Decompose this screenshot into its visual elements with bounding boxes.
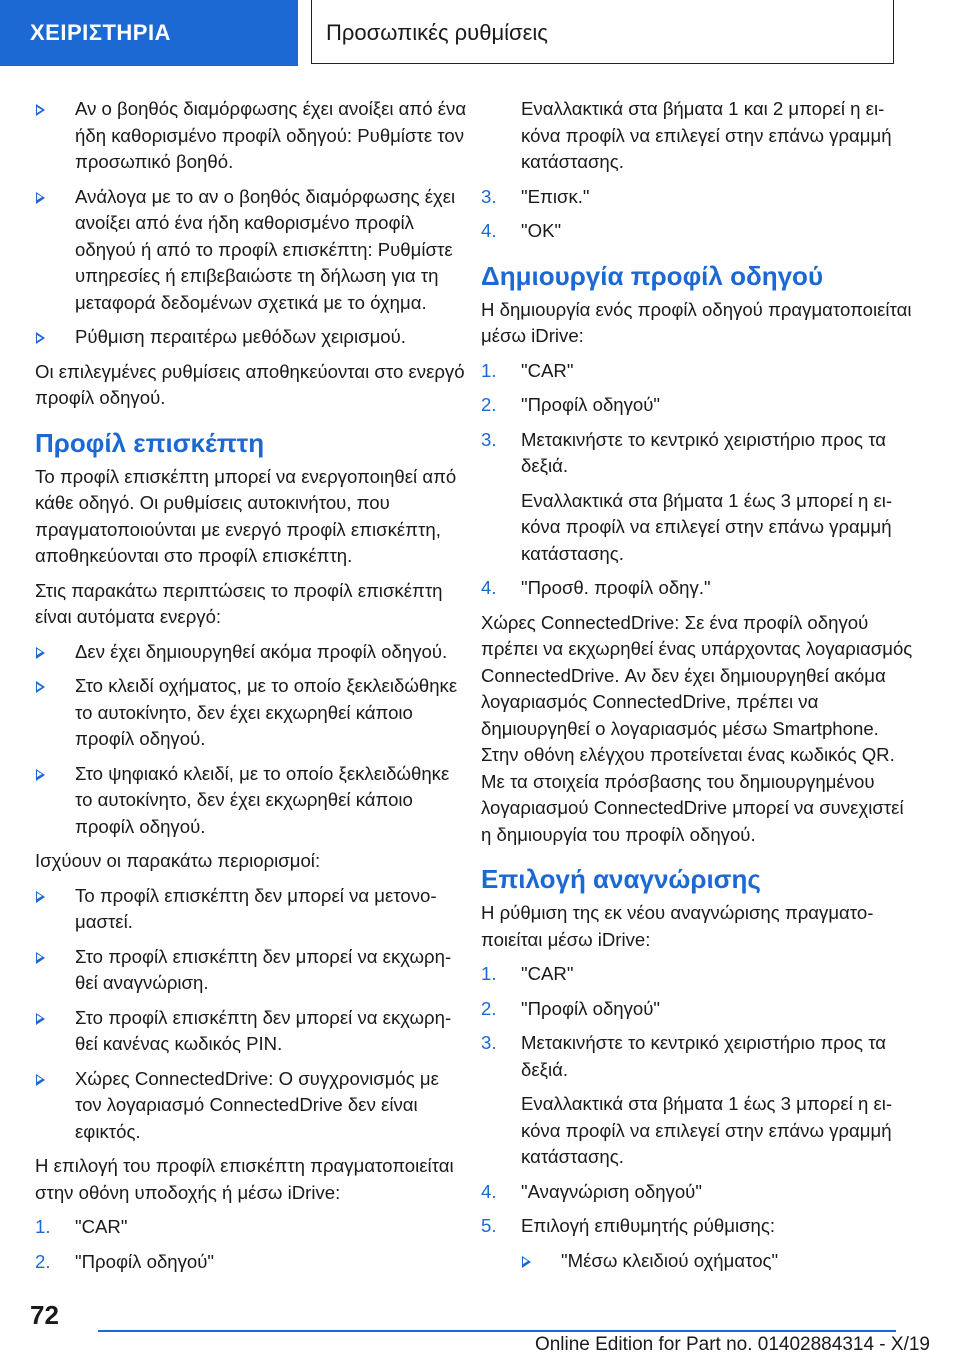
triangle-bullet-icon bbox=[522, 1256, 531, 1268]
guest-steps-continued bbox=[481, 184, 913, 245]
right-column bbox=[481, 96, 913, 1282]
list-item: Αν ο βοηθός διαμόρφωσης έχει ανοίξει από ένα ήδη καθορισμένο προφίλ οδηγού: Ρυθμίστε τον προσωπικό βοηθό. bbox=[35, 96, 467, 176]
create-profile-intro: Η δημιουργία ενός προφίλ οδηγού πραγματοποιείται μέσω iDrive: bbox=[481, 298, 912, 346]
list-item: Στο προφίλ επισκέπτη δεν μπορεί να εκχωρηθεί αναγνώριση. bbox=[35, 944, 467, 997]
guest-profile-auto-text: Στις παρακάτω περιπτώσεις το προφίλ επισκέπτη είναι αυτόματα ενεργό: bbox=[35, 579, 443, 627]
list-item: 2. "Προφίλ οδηγού" bbox=[35, 1249, 467, 1276]
steps-alternative-text: Εναλλακτικά στα βήματα 1 και 2 μπορεί η εικόνα προφίλ να επιλεγεί στην επάνω γραμμή κατάστασης. bbox=[521, 98, 892, 172]
triangle-bullet-icon bbox=[36, 952, 45, 964]
restrictions-intro: Ισχύουν οι παρακάτω περιορισμοί: bbox=[35, 850, 321, 871]
step-number: 4. bbox=[481, 577, 497, 598]
step-number: 1. bbox=[35, 1216, 51, 1237]
list-item: Το προφίλ επισκέπτη δεν μπορεί να μετονομαστεί. bbox=[35, 883, 467, 936]
list-item: Ρύθμιση περαιτέρω μεθόδων χειρισμού. bbox=[35, 324, 467, 351]
step-number: 5. bbox=[481, 1215, 497, 1236]
list-item: "Μέσω κλειδιού οχήματος" bbox=[521, 1248, 913, 1275]
list-item: Στο κλειδί οχήματος, με το οποίο ξεκλειδώθηκε το αυτοκίνητο, δεν έχει εκχωρηθεί κάποιο προφίλ οδηγού. bbox=[35, 673, 467, 753]
create-profile-heading: Δημιουργία προφίλ οδηγού bbox=[481, 260, 824, 291]
step-number: 3. bbox=[481, 185, 497, 207]
triangle-bullet-icon bbox=[36, 769, 45, 781]
footer-edition-text: Online Edition for Part no. 01402884314 - X/19 bbox=[534, 1334, 930, 1355]
list-item: 4. "OK" bbox=[481, 218, 913, 245]
triangle-bullet-icon bbox=[36, 104, 45, 116]
saved-settings-text: Οι επιλεγμένες ρυθμίσεις αποθηκεύονται στο ενεργό προφίλ οδηγού. bbox=[35, 360, 465, 408]
triangle-bullet-icon bbox=[36, 647, 45, 659]
list-item: 1. "CAR" bbox=[481, 358, 913, 385]
step-note: Εναλλακτικά στα βήματα 1 έως 3 μπορεί η εικόνα προφίλ να επιλεγεί στην επάνω γραμμή κατάστασης. bbox=[521, 489, 893, 564]
chapter-tab: ΧΕΙΡΙΣΤΗΡΙΑ bbox=[0, 0, 298, 66]
footer-divider bbox=[98, 1330, 896, 1332]
recognition-intro: Η ρύθμιση της εκ νέου αναγνώρισης πραγματοποιείται μέσω iDrive: bbox=[481, 902, 874, 950]
list-item: 2. "Προφίλ οδηγού" bbox=[481, 996, 913, 1023]
list-item: 1. "CAR" bbox=[35, 1214, 467, 1241]
intro-bullet-list bbox=[35, 96, 467, 351]
recognition-steps-list bbox=[481, 961, 913, 1274]
list-item: 3. Μετακινήστε το κεντρικό χειριστήριο προς τα δεξιά. Εναλλακτικά στα βήματα 1 έως 3 μπορεί η εικόνα προφίλ να επιλεγεί στην επάνω γραμμή κατάστασης. bbox=[481, 427, 913, 568]
step-number: 2. bbox=[481, 997, 497, 1019]
step-number: 1. bbox=[481, 963, 497, 984]
list-item: Χώρες ConnectedDrive: Ο συγχρονισμός με τον λογαριασμό ConnectedDrive δεν είναι εφικτός. bbox=[35, 1066, 467, 1146]
triangle-bullet-icon bbox=[36, 891, 45, 903]
create-steps-list bbox=[481, 358, 913, 602]
step-number: 4. bbox=[481, 220, 497, 241]
step-number: 2. bbox=[35, 1250, 51, 1272]
triangle-bullet-icon bbox=[36, 1013, 45, 1025]
list-item: 1. "CAR" bbox=[481, 961, 913, 988]
guest-selection-text: Η επιλογή του προφίλ επισκέπτη πραγματοποιείται στην οθόνη υποδοχής ή μέσω iDrive: bbox=[35, 1155, 454, 1203]
step-number: 1. bbox=[481, 359, 497, 381]
step-number: 2. bbox=[481, 394, 497, 415]
triangle-bullet-icon bbox=[36, 681, 45, 693]
restrictions-list bbox=[35, 883, 467, 1146]
step-number: 3. bbox=[481, 428, 497, 450]
guest-profile-heading: Προφίλ επισκέπτη bbox=[35, 427, 265, 458]
list-item: 4. "Αναγνώριση οδηγού" bbox=[481, 1179, 913, 1206]
list-item: Ανάλογα με το αν ο βοηθός διαμόρφωσης έχει ανοίξει από ένα ήδη καθορισμένο προφίλ οδηγού ή από το προφίλ επισκέπτη: Ρυθμίστε υπηρεσίες ή επιβεβαιώστε τη δήλωση για τη μεταφορά δεδομένων σχετικά με το όχημα. bbox=[35, 184, 467, 317]
list-item: Στο ψηφιακό κλειδί, με το οποίο ξεκλειδώθηκε το αυτοκίνητο, δεν έχει εκχωρηθεί κάποιο προφίλ οδηγού. bbox=[35, 761, 467, 841]
guest-steps-list bbox=[35, 1214, 467, 1275]
step-number: 3. bbox=[481, 1032, 497, 1053]
triangle-bullet-icon bbox=[36, 1074, 45, 1086]
left-column bbox=[35, 96, 467, 1283]
list-item: 5. Επιλογή επιθυμητής ρύθμισης: "Μέσω κλειδιού οχήματος" bbox=[481, 1213, 913, 1274]
list-item: 4. "Προσθ. προφίλ οδηγ." bbox=[481, 575, 913, 602]
list-item: 2. "Προφίλ οδηγού" bbox=[481, 392, 913, 419]
triangle-bullet-icon bbox=[36, 332, 45, 344]
list-item: Δεν έχει δημιουργηθεί ακόμα προφίλ οδηγού. bbox=[35, 639, 467, 666]
triangle-bullet-icon bbox=[36, 192, 45, 204]
list-item: 3. Μετακινήστε το κεντρικό χειριστήριο προς τα δεξιά. Εναλλακτικά στα βήματα 1 έως 3 μπορεί η εικόνα προφίλ να επιλεγεί στην επάνω γραμμή κατάστασης. bbox=[481, 1030, 913, 1171]
connecteddrive-countries-text: Χώρες ConnectedDrive: Σε ένα προφίλ οδηγού πρέπει να εκχωρηθεί ένας υπάρχοντας λογαριασμός ConnectedDrive. Αν δεν έχει δημιουργηθεί ακόμα λογαριασμός ConnectedDrive, πρέπει να δημιουργηθεί ο λογαριασμός μέσω Smartphone. Στην οθόνη ελέγχου προτείνεται ένας κωδικός QR. Με τα στοιχεία πρόσβασης του δημιουργημένου λογαριασμού ConnectedDrive μπορεί να συνεχιστεί η δημιουργία του προφίλ οδηγού. bbox=[481, 611, 913, 845]
guest-profile-paragraph: Το προφίλ επισκέπτη μπορεί να ενεργοποιηθεί από κάθε οδηγό. Οι ρυθμίσεις αυτοκινήτου, που πραγματοποιούνται με ενεργό προφίλ επισκέπτη, αποθηκεύονται στο προφίλ επισκέπτη. bbox=[35, 465, 457, 566]
page-number: 72 bbox=[30, 1300, 59, 1330]
page-header bbox=[0, 0, 960, 66]
list-item: Στο προφίλ επισκέπτη δεν μπορεί να εκχωρηθεί κανένας κωδικός PIN. bbox=[35, 1005, 467, 1058]
guest-cases-list bbox=[35, 639, 467, 841]
step-note: Εναλλακτικά στα βήματα 1 έως 3 μπορεί η εικόνα προφίλ να επιλεγεί στην επάνω γραμμή κατάστασης. bbox=[521, 1093, 893, 1167]
list-item: 3. "Επισκ." bbox=[481, 184, 913, 211]
recognition-heading: Επιλογή αναγνώρισης bbox=[481, 864, 761, 894]
recognition-sub-list bbox=[521, 1248, 913, 1275]
step-number: 4. bbox=[481, 1180, 497, 1202]
section-title: Προσωπικές ρυθμίσεις bbox=[311, 0, 894, 64]
